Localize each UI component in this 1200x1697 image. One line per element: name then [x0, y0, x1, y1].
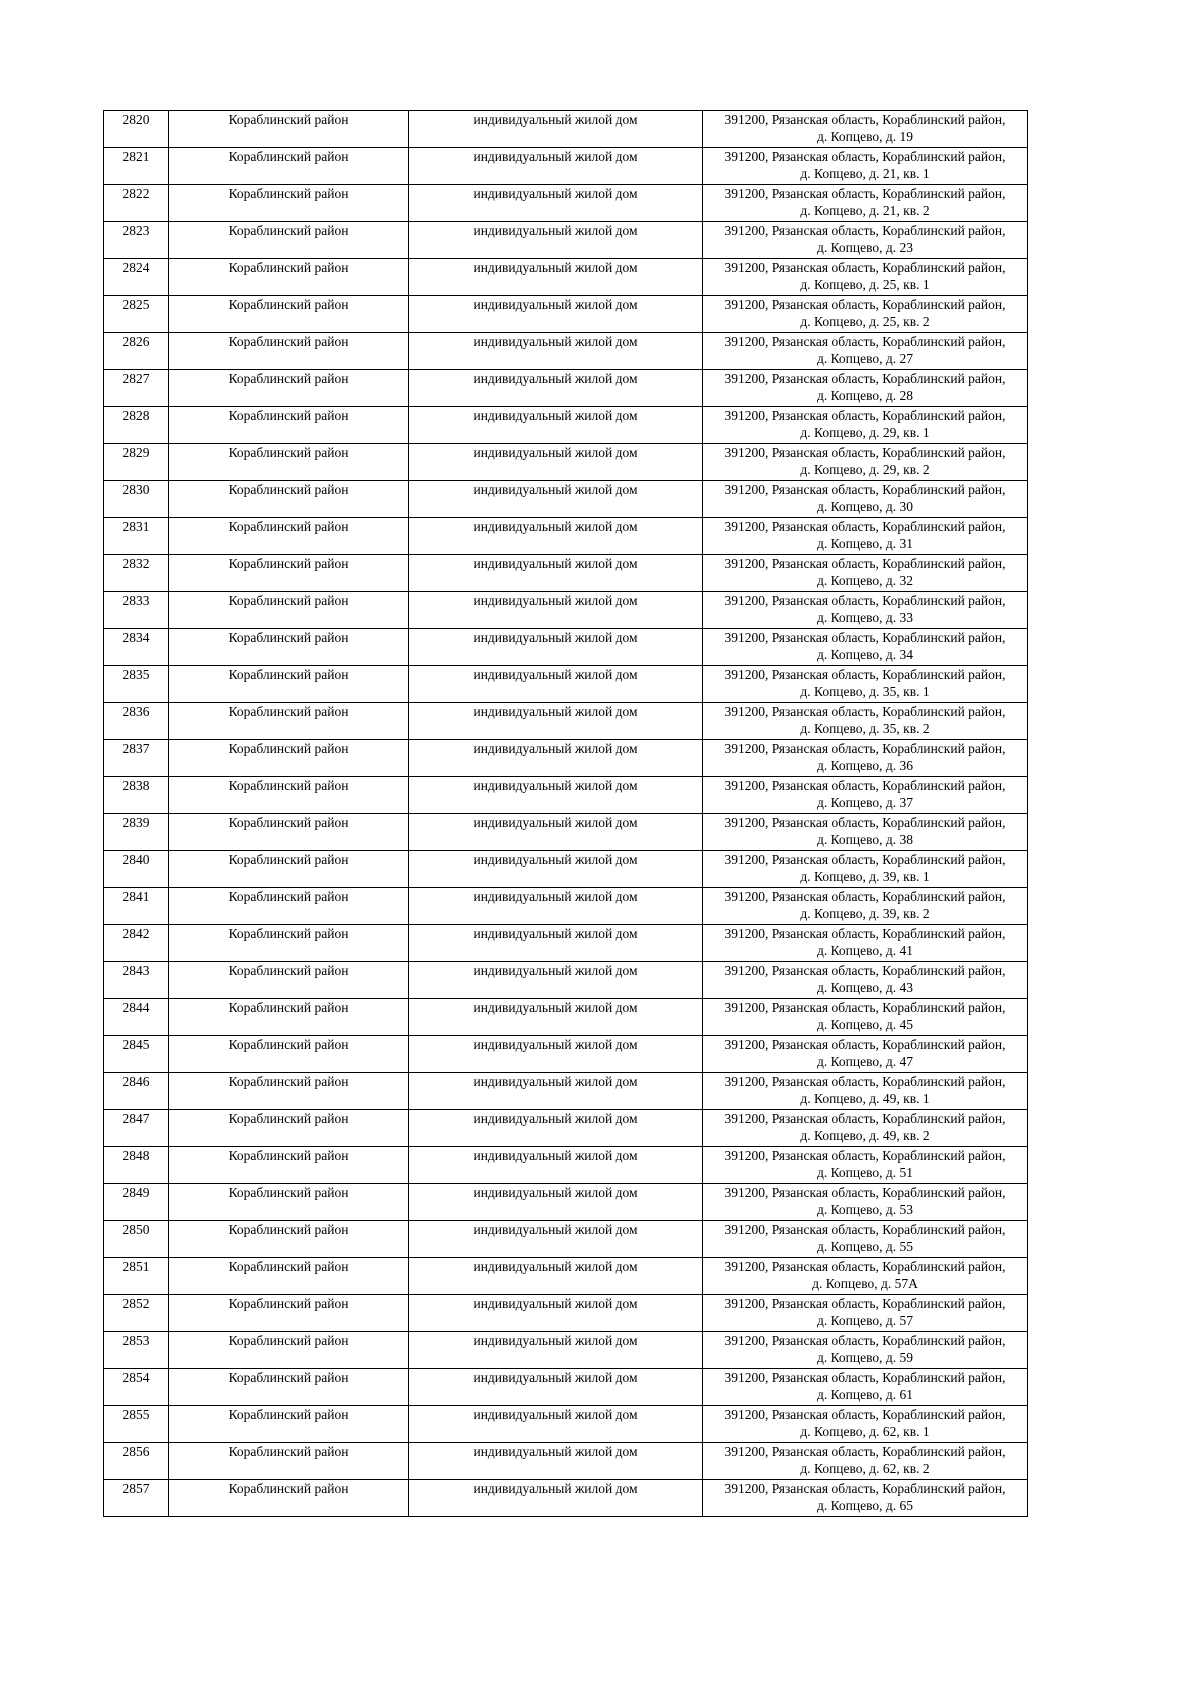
object-type-cell: индивидуальный жилой дом: [409, 1147, 703, 1184]
district-cell: Кораблинский район: [169, 1184, 409, 1221]
table-row: [104, 814, 1028, 851]
row-number-cell: 2836: [104, 703, 169, 740]
district-cell: Кораблинский район: [169, 814, 409, 851]
district-cell: Кораблинский район: [169, 1258, 409, 1295]
district-cell: Кораблинский район: [169, 1332, 409, 1369]
object-type-cell: индивидуальный жилой дом: [409, 407, 703, 444]
address-cell: 391200, Рязанская область, Кораблинский район, д. Копцево, д. 57А: [703, 1258, 1028, 1295]
address-cell: 391200, Рязанская область, Кораблинский район, д. Копцево, д. 25, кв. 1: [703, 259, 1028, 296]
object-type-cell: индивидуальный жилой дом: [409, 666, 703, 703]
table-row: [104, 851, 1028, 888]
table-row: [104, 444, 1028, 481]
object-type-cell: индивидуальный жилой дом: [409, 1332, 703, 1369]
district-cell: Кораблинский район: [169, 666, 409, 703]
row-number-cell: 2833: [104, 592, 169, 629]
address-cell: 391200, Рязанская область, Кораблинский район, д. Копцево, д. 38: [703, 814, 1028, 851]
address-cell: 391200, Рязанская область, Кораблинский район, д. Копцево, д. 59: [703, 1332, 1028, 1369]
row-number-cell: 2831: [104, 518, 169, 555]
address-cell: 391200, Рязанская область, Кораблинский район, д. Копцево, д. 57: [703, 1295, 1028, 1332]
address-cell: 391200, Рязанская область, Кораблинский район, д. Копцево, д. 51: [703, 1147, 1028, 1184]
row-number-cell: 2852: [104, 1295, 169, 1332]
row-number-cell: 2830: [104, 481, 169, 518]
row-number-cell: 2857: [104, 1480, 169, 1517]
object-type-cell: индивидуальный жилой дом: [409, 1110, 703, 1147]
table-row: [104, 1110, 1028, 1147]
object-type-cell: индивидуальный жилой дом: [409, 1073, 703, 1110]
row-number-cell: 2827: [104, 370, 169, 407]
address-cell: 391200, Рязанская область, Кораблинский район, д. Копцево, д. 55: [703, 1221, 1028, 1258]
object-type-cell: индивидуальный жилой дом: [409, 740, 703, 777]
table-row: [104, 1036, 1028, 1073]
district-cell: Кораблинский район: [169, 740, 409, 777]
district-cell: Кораблинский район: [169, 1295, 409, 1332]
district-cell: Кораблинский район: [169, 703, 409, 740]
address-cell: 391200, Рязанская область, Кораблинский район, д. Копцево, д. 49, кв. 1: [703, 1073, 1028, 1110]
object-type-cell: индивидуальный жилой дом: [409, 814, 703, 851]
object-type-cell: индивидуальный жилой дом: [409, 185, 703, 222]
table-row: [104, 148, 1028, 185]
address-cell: 391200, Рязанская область, Кораблинский район, д. Копцево, д. 23: [703, 222, 1028, 259]
object-type-cell: индивидуальный жилой дом: [409, 1184, 703, 1221]
object-type-cell: индивидуальный жилой дом: [409, 370, 703, 407]
district-cell: Кораблинский район: [169, 1443, 409, 1480]
address-cell: 391200, Рязанская область, Кораблинский район, д. Копцево, д. 21, кв. 2: [703, 185, 1028, 222]
address-cell: 391200, Рязанская область, Кораблинский район, д. Копцево, д. 21, кв. 1: [703, 148, 1028, 185]
district-cell: Кораблинский район: [169, 925, 409, 962]
table-row: [104, 629, 1028, 666]
table-row: [104, 592, 1028, 629]
row-number-cell: 2826: [104, 333, 169, 370]
object-type-cell: индивидуальный жилой дом: [409, 555, 703, 592]
table-row: [104, 999, 1028, 1036]
district-cell: Кораблинский район: [169, 444, 409, 481]
district-cell: Кораблинский район: [169, 592, 409, 629]
object-type-cell: индивидуальный жилой дом: [409, 703, 703, 740]
district-cell: Кораблинский район: [169, 370, 409, 407]
row-number-cell: 2853: [104, 1332, 169, 1369]
row-number-cell: 2848: [104, 1147, 169, 1184]
table-row: [104, 1073, 1028, 1110]
district-cell: Кораблинский район: [169, 185, 409, 222]
district-cell: Кораблинский район: [169, 1147, 409, 1184]
district-cell: Кораблинский район: [169, 962, 409, 999]
address-cell: 391200, Рязанская область, Кораблинский район, д. Копцево, д. 29, кв. 1: [703, 407, 1028, 444]
table-row: [104, 1184, 1028, 1221]
object-type-cell: индивидуальный жилой дом: [409, 999, 703, 1036]
row-number-cell: 2855: [104, 1406, 169, 1443]
object-type-cell: индивидуальный жилой дом: [409, 481, 703, 518]
address-cell: 391200, Рязанская область, Кораблинский район, д. Копцево, д. 27: [703, 333, 1028, 370]
address-cell: 391200, Рязанская область, Кораблинский район, д. Копцево, д. 37: [703, 777, 1028, 814]
address-cell: 391200, Рязанская область, Кораблинский район, д. Копцево, д. 49, кв. 2: [703, 1110, 1028, 1147]
object-type-cell: индивидуальный жилой дом: [409, 888, 703, 925]
district-cell: Кораблинский район: [169, 481, 409, 518]
district-cell: Кораблинский район: [169, 629, 409, 666]
address-cell: 391200, Рязанская область, Кораблинский район, д. Копцево, д. 43: [703, 962, 1028, 999]
address-cell: 391200, Рязанская область, Кораблинский район, д. Копцево, д. 61: [703, 1369, 1028, 1406]
row-number-cell: 2825: [104, 296, 169, 333]
row-number-cell: 2829: [104, 444, 169, 481]
object-type-cell: индивидуальный жилой дом: [409, 1295, 703, 1332]
district-cell: Кораблинский район: [169, 111, 409, 148]
address-cell: 391200, Рязанская область, Кораблинский район, д. Копцево, д. 25, кв. 2: [703, 296, 1028, 333]
object-type-cell: индивидуальный жилой дом: [409, 296, 703, 333]
row-number-cell: 2822: [104, 185, 169, 222]
table-row: [104, 111, 1028, 148]
table-row: [104, 222, 1028, 259]
object-type-cell: индивидуальный жилой дом: [409, 259, 703, 296]
table-row: [104, 925, 1028, 962]
table-row: [104, 296, 1028, 333]
address-cell: 391200, Рязанская область, Кораблинский район, д. Копцево, д. 47: [703, 1036, 1028, 1073]
table-row: [104, 481, 1028, 518]
row-number-cell: 2846: [104, 1073, 169, 1110]
address-cell: 391200, Рязанская область, Кораблинский район, д. Копцево, д. 39, кв. 1: [703, 851, 1028, 888]
district-cell: Кораблинский район: [169, 555, 409, 592]
object-type-cell: индивидуальный жилой дом: [409, 629, 703, 666]
address-cell: 391200, Рязанская область, Кораблинский район, д. Копцево, д. 32: [703, 555, 1028, 592]
row-number-cell: 2849: [104, 1184, 169, 1221]
address-cell: 391200, Рязанская область, Кораблинский район, д. Копцево, д. 19: [703, 111, 1028, 148]
object-type-cell: индивидуальный жилой дом: [409, 518, 703, 555]
row-number-cell: 2820: [104, 111, 169, 148]
table-row: [104, 370, 1028, 407]
row-number-cell: 2821: [104, 148, 169, 185]
object-type-cell: индивидуальный жилой дом: [409, 777, 703, 814]
row-number-cell: 2842: [104, 925, 169, 962]
object-type-cell: индивидуальный жилой дом: [409, 222, 703, 259]
registry-table: [103, 110, 1028, 1517]
object-type-cell: индивидуальный жилой дом: [409, 1406, 703, 1443]
table-row: [104, 1480, 1028, 1517]
row-number-cell: 2838: [104, 777, 169, 814]
row-number-cell: 2840: [104, 851, 169, 888]
object-type-cell: индивидуальный жилой дом: [409, 111, 703, 148]
row-number-cell: 2823: [104, 222, 169, 259]
district-cell: Кораблинский район: [169, 1073, 409, 1110]
district-cell: Кораблинский район: [169, 999, 409, 1036]
address-cell: 391200, Рязанская область, Кораблинский район, д. Копцево, д. 31: [703, 518, 1028, 555]
district-cell: Кораблинский район: [169, 333, 409, 370]
object-type-cell: индивидуальный жилой дом: [409, 444, 703, 481]
object-type-cell: индивидуальный жилой дом: [409, 592, 703, 629]
address-cell: 391200, Рязанская область, Кораблинский район, д. Копцево, д. 35, кв. 2: [703, 703, 1028, 740]
table-row: [104, 1369, 1028, 1406]
registry-table-body: [104, 111, 1028, 1517]
table-row: [104, 407, 1028, 444]
object-type-cell: индивидуальный жилой дом: [409, 1258, 703, 1295]
table-row: [104, 1147, 1028, 1184]
object-type-cell: индивидуальный жилой дом: [409, 148, 703, 185]
address-cell: 391200, Рязанская область, Кораблинский район, д. Копцево, д. 33: [703, 592, 1028, 629]
row-number-cell: 2835: [104, 666, 169, 703]
address-cell: 391200, Рязанская область, Кораблинский район, д. Копцево, д. 28: [703, 370, 1028, 407]
address-cell: 391200, Рязанская область, Кораблинский район, д. Копцево, д. 39, кв. 2: [703, 888, 1028, 925]
object-type-cell: индивидуальный жилой дом: [409, 925, 703, 962]
table-row: [104, 259, 1028, 296]
object-type-cell: индивидуальный жилой дом: [409, 851, 703, 888]
district-cell: Кораблинский район: [169, 1036, 409, 1073]
object-type-cell: индивидуальный жилой дом: [409, 1443, 703, 1480]
row-number-cell: 2841: [104, 888, 169, 925]
district-cell: Кораблинский район: [169, 407, 409, 444]
district-cell: Кораблинский район: [169, 1369, 409, 1406]
table-row: [104, 518, 1028, 555]
object-type-cell: индивидуальный жилой дом: [409, 1369, 703, 1406]
address-cell: 391200, Рязанская область, Кораблинский район, д. Копцево, д. 45: [703, 999, 1028, 1036]
address-cell: 391200, Рязанская область, Кораблинский район, д. Копцево, д. 62, кв. 2: [703, 1443, 1028, 1480]
address-cell: 391200, Рязанская область, Кораблинский район, д. Копцево, д. 35, кв. 1: [703, 666, 1028, 703]
address-cell: 391200, Рязанская область, Кораблинский район, д. Копцево, д. 62, кв. 1: [703, 1406, 1028, 1443]
row-number-cell: 2850: [104, 1221, 169, 1258]
district-cell: Кораблинский район: [169, 296, 409, 333]
table-row: [104, 333, 1028, 370]
district-cell: Кораблинский район: [169, 222, 409, 259]
row-number-cell: 2843: [104, 962, 169, 999]
table-row: [104, 555, 1028, 592]
address-cell: 391200, Рязанская область, Кораблинский район, д. Копцево, д. 29, кв. 2: [703, 444, 1028, 481]
district-cell: Кораблинский район: [169, 1480, 409, 1517]
table-row: [104, 1295, 1028, 1332]
table-row: [104, 1258, 1028, 1295]
district-cell: Кораблинский район: [169, 1221, 409, 1258]
row-number-cell: 2828: [104, 407, 169, 444]
table-row: [104, 888, 1028, 925]
table-row: [104, 185, 1028, 222]
district-cell: Кораблинский район: [169, 518, 409, 555]
district-cell: Кораблинский район: [169, 888, 409, 925]
table-row: [104, 1221, 1028, 1258]
row-number-cell: 2854: [104, 1369, 169, 1406]
district-cell: Кораблинский район: [169, 851, 409, 888]
row-number-cell: 2856: [104, 1443, 169, 1480]
table-row: [104, 1406, 1028, 1443]
object-type-cell: индивидуальный жилой дом: [409, 333, 703, 370]
table-row: [104, 777, 1028, 814]
address-cell: 391200, Рязанская область, Кораблинский район, д. Копцево, д. 65: [703, 1480, 1028, 1517]
table-row: [104, 1443, 1028, 1480]
address-cell: 391200, Рязанская область, Кораблинский район, д. Копцево, д. 30: [703, 481, 1028, 518]
row-number-cell: 2844: [104, 999, 169, 1036]
table-row: [104, 962, 1028, 999]
district-cell: Кораблинский район: [169, 259, 409, 296]
row-number-cell: 2824: [104, 259, 169, 296]
address-cell: 391200, Рязанская область, Кораблинский район, д. Копцево, д. 53: [703, 1184, 1028, 1221]
address-cell: 391200, Рязанская область, Кораблинский район, д. Копцево, д. 36: [703, 740, 1028, 777]
object-type-cell: индивидуальный жилой дом: [409, 1036, 703, 1073]
table-row: [104, 740, 1028, 777]
row-number-cell: 2837: [104, 740, 169, 777]
object-type-cell: индивидуальный жилой дом: [409, 962, 703, 999]
district-cell: Кораблинский район: [169, 1406, 409, 1443]
object-type-cell: индивидуальный жилой дом: [409, 1480, 703, 1517]
district-cell: Кораблинский район: [169, 777, 409, 814]
address-cell: 391200, Рязанская область, Кораблинский район, д. Копцево, д. 34: [703, 629, 1028, 666]
table-row: [104, 1332, 1028, 1369]
table-row: [104, 666, 1028, 703]
row-number-cell: 2839: [104, 814, 169, 851]
row-number-cell: 2834: [104, 629, 169, 666]
table-row: [104, 703, 1028, 740]
row-number-cell: 2847: [104, 1110, 169, 1147]
object-type-cell: индивидуальный жилой дом: [409, 1221, 703, 1258]
district-cell: Кораблинский район: [169, 1110, 409, 1147]
row-number-cell: 2845: [104, 1036, 169, 1073]
address-cell: 391200, Рязанская область, Кораблинский район, д. Копцево, д. 41: [703, 925, 1028, 962]
district-cell: Кораблинский район: [169, 148, 409, 185]
row-number-cell: 2851: [104, 1258, 169, 1295]
row-number-cell: 2832: [104, 555, 169, 592]
